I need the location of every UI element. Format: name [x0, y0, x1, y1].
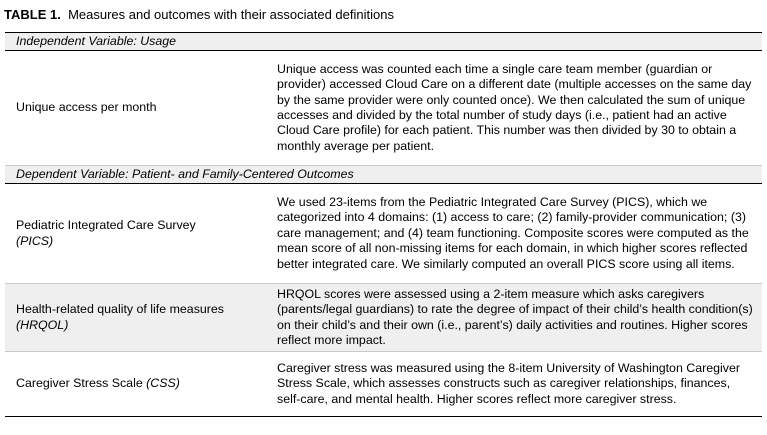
- measure-cell: [5, 284, 277, 352]
- measure-cell: [5, 352, 277, 417]
- table-row: [5, 51, 762, 166]
- measures-table: [5, 32, 762, 417]
- measure-abbrev: (CSS): [146, 376, 180, 391]
- measure-cell: [5, 51, 277, 166]
- section-header-independent: [5, 33, 762, 51]
- measure-cell: [5, 184, 277, 284]
- measure-name: Unique access per month: [16, 100, 157, 115]
- measure-abbrev: (PICS): [16, 233, 54, 248]
- measure-name: Caregiver Stress Scale: [16, 376, 143, 391]
- table-row: [5, 352, 762, 417]
- measure-name: Health-related quality of life measures: [16, 302, 224, 317]
- table-label: TABLE 1.: [4, 7, 61, 22]
- definition-cell: We used 23-items from the Pediatric Integrated Care Survey (PICS), which we categorized into 4 domains: (1) access to care; (2) family-provider communication; (3) care management; and (4) team functioning. Composite scores were computed as the mean score of all non-missing items for each domain, in which higher scores reflected better integrated care. We similarly computed an overall PICS score using all items.: [277, 184, 762, 284]
- table-title: Measures and outcomes with their associated definitions: [68, 7, 394, 22]
- section-title: Dependent Variable: Patient- and Family-Centered Outcomes: [5, 166, 762, 184]
- section-header-dependent: [5, 166, 762, 184]
- definition-cell: HRQOL scores were assessed using a 2-item measure which asks caregivers (parents/legal guardians) to rate the degree of impact of their child’s health condition(s) on their child’s and their own (i.e., parent’s) daily activities and routines. Higher scores reflect more impact.: [277, 284, 762, 352]
- definition-cell: Caregiver stress was measured using the 8-item University of Washington Caregiver Stress Scale, which assesses constructs such as caregiver relationships, finances, self-care, and mental health. Higher scores reflect more caregiver stress.: [277, 352, 762, 417]
- section-title: Independent Variable: Usage: [5, 33, 762, 51]
- table-row: [5, 184, 762, 284]
- measure-name: Pediatric Integrated Care Survey: [16, 218, 196, 233]
- measure-abbrev: (HRQOL): [16, 317, 69, 332]
- definition-cell: Unique access was counted each time a single care team member (guardian or provider) accessed Cloud Care on a different date (multiple accesses on the same day by the same provider were only counted once). We then calculated the sum of unique accesses and divided by the total number of study days (i.e., patient had an active Cloud Care profile) for each patient. This number was then divided by 30 to obtain a monthly average per patient.: [277, 51, 762, 166]
- table-row: [5, 284, 762, 352]
- table-caption: [4, 7, 394, 23]
